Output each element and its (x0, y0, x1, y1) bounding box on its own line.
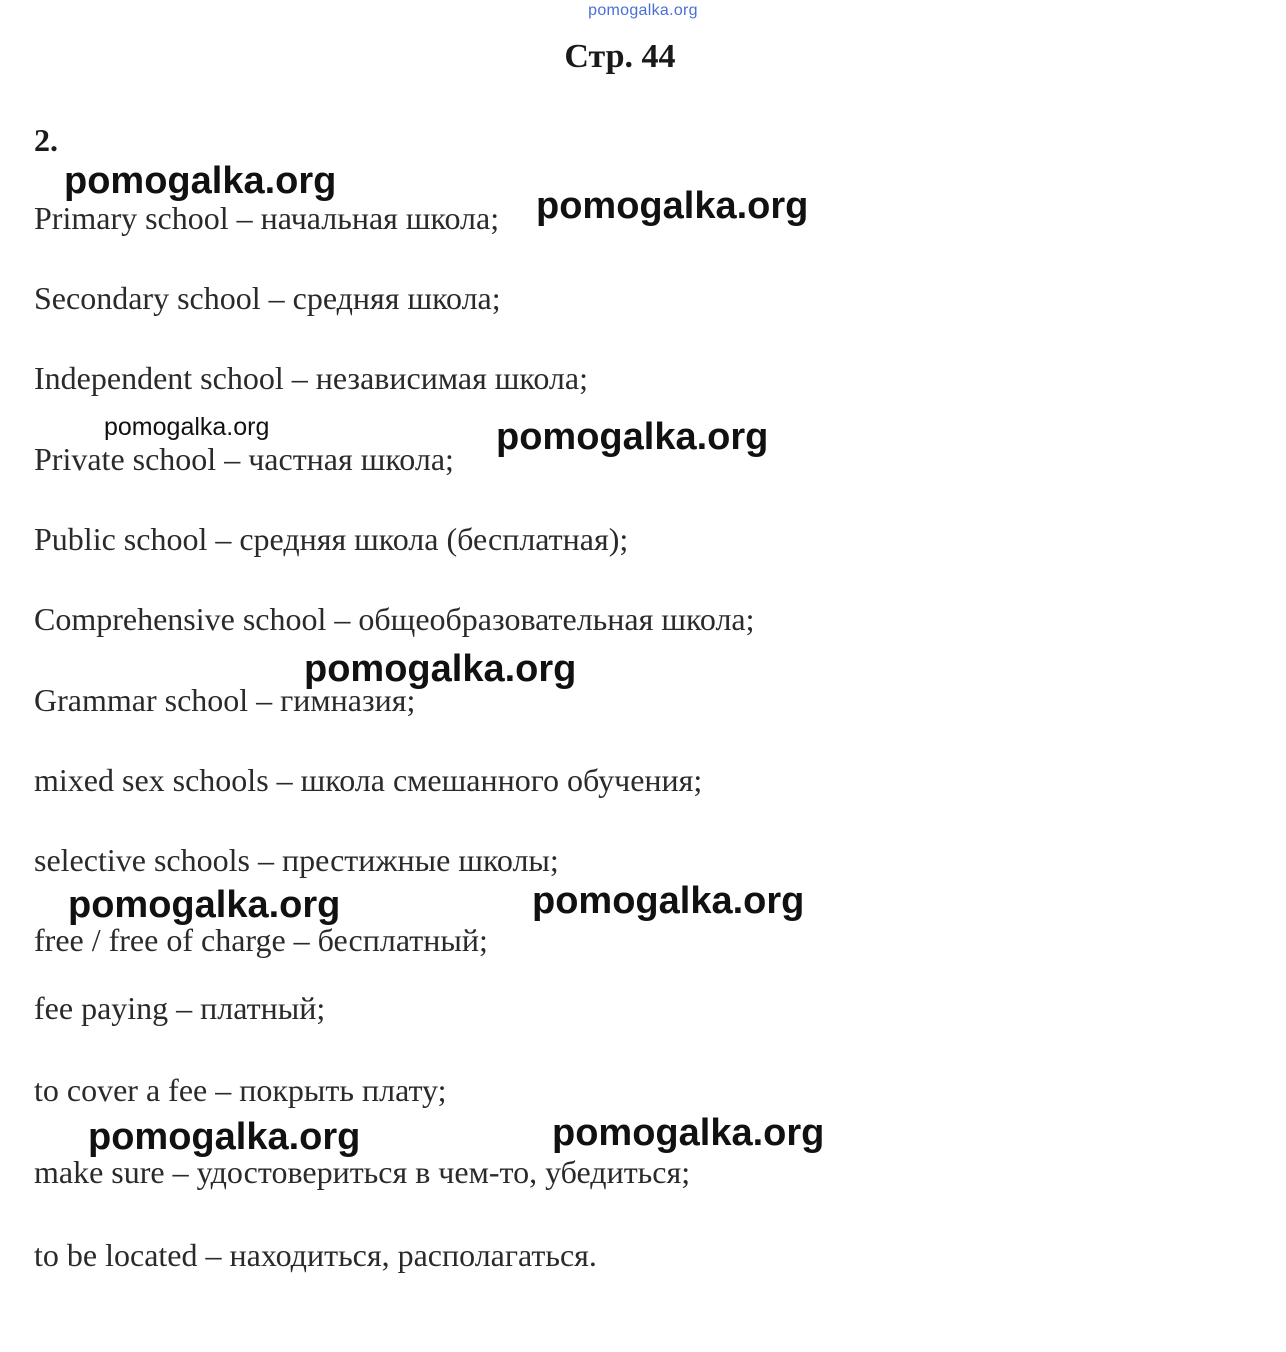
vocab-item: Primary school – начальная школа; (34, 200, 500, 236)
watermark: pomogalka.org (496, 416, 769, 458)
watermark: pomogalka.org (532, 880, 805, 922)
site-mark: pomogalka.org (588, 2, 698, 19)
watermark: pomogalka.org (104, 413, 270, 441)
vocab-item: fee paying – платный; (34, 990, 326, 1026)
vocab-item: Private school – частная школа; (34, 441, 454, 477)
vocab-item: Comprehensive school – общеобразовательная школа; (34, 601, 755, 637)
vocab-item: to cover a fee – покрыть плату; (34, 1072, 447, 1108)
page-title: Стр. 44 (564, 38, 676, 75)
vocab-item: to be located – находиться, располагаться. (34, 1237, 597, 1273)
exercise-number: 2. (34, 122, 58, 158)
watermark: pomogalka.org (536, 185, 809, 227)
watermark: pomogalka.org (68, 884, 341, 926)
vocab-item: mixed sex schools – школа смешанного обучения; (34, 762, 703, 798)
watermark: pomogalka.org (304, 648, 577, 690)
watermark: pomogalka.org (64, 160, 337, 202)
vocab-item: Secondary school – средняя школа; (34, 280, 501, 316)
vocab-item: selective schools – престижные школы; (34, 842, 559, 878)
vocab-item: Public school – средняя школа (бесплатная); (34, 521, 629, 557)
watermark: pomogalka.org (552, 1112, 825, 1154)
watermark: pomogalka.org (88, 1116, 361, 1158)
vocab-item: free / free of charge – бесплатный; (34, 922, 488, 958)
vocab-item: Grammar school – гимназия; (34, 682, 416, 718)
vocab-item: Independent school – независимая школа; (34, 360, 588, 396)
vocab-item: make sure – удостовериться в чем-то, убедиться; (34, 1154, 691, 1190)
